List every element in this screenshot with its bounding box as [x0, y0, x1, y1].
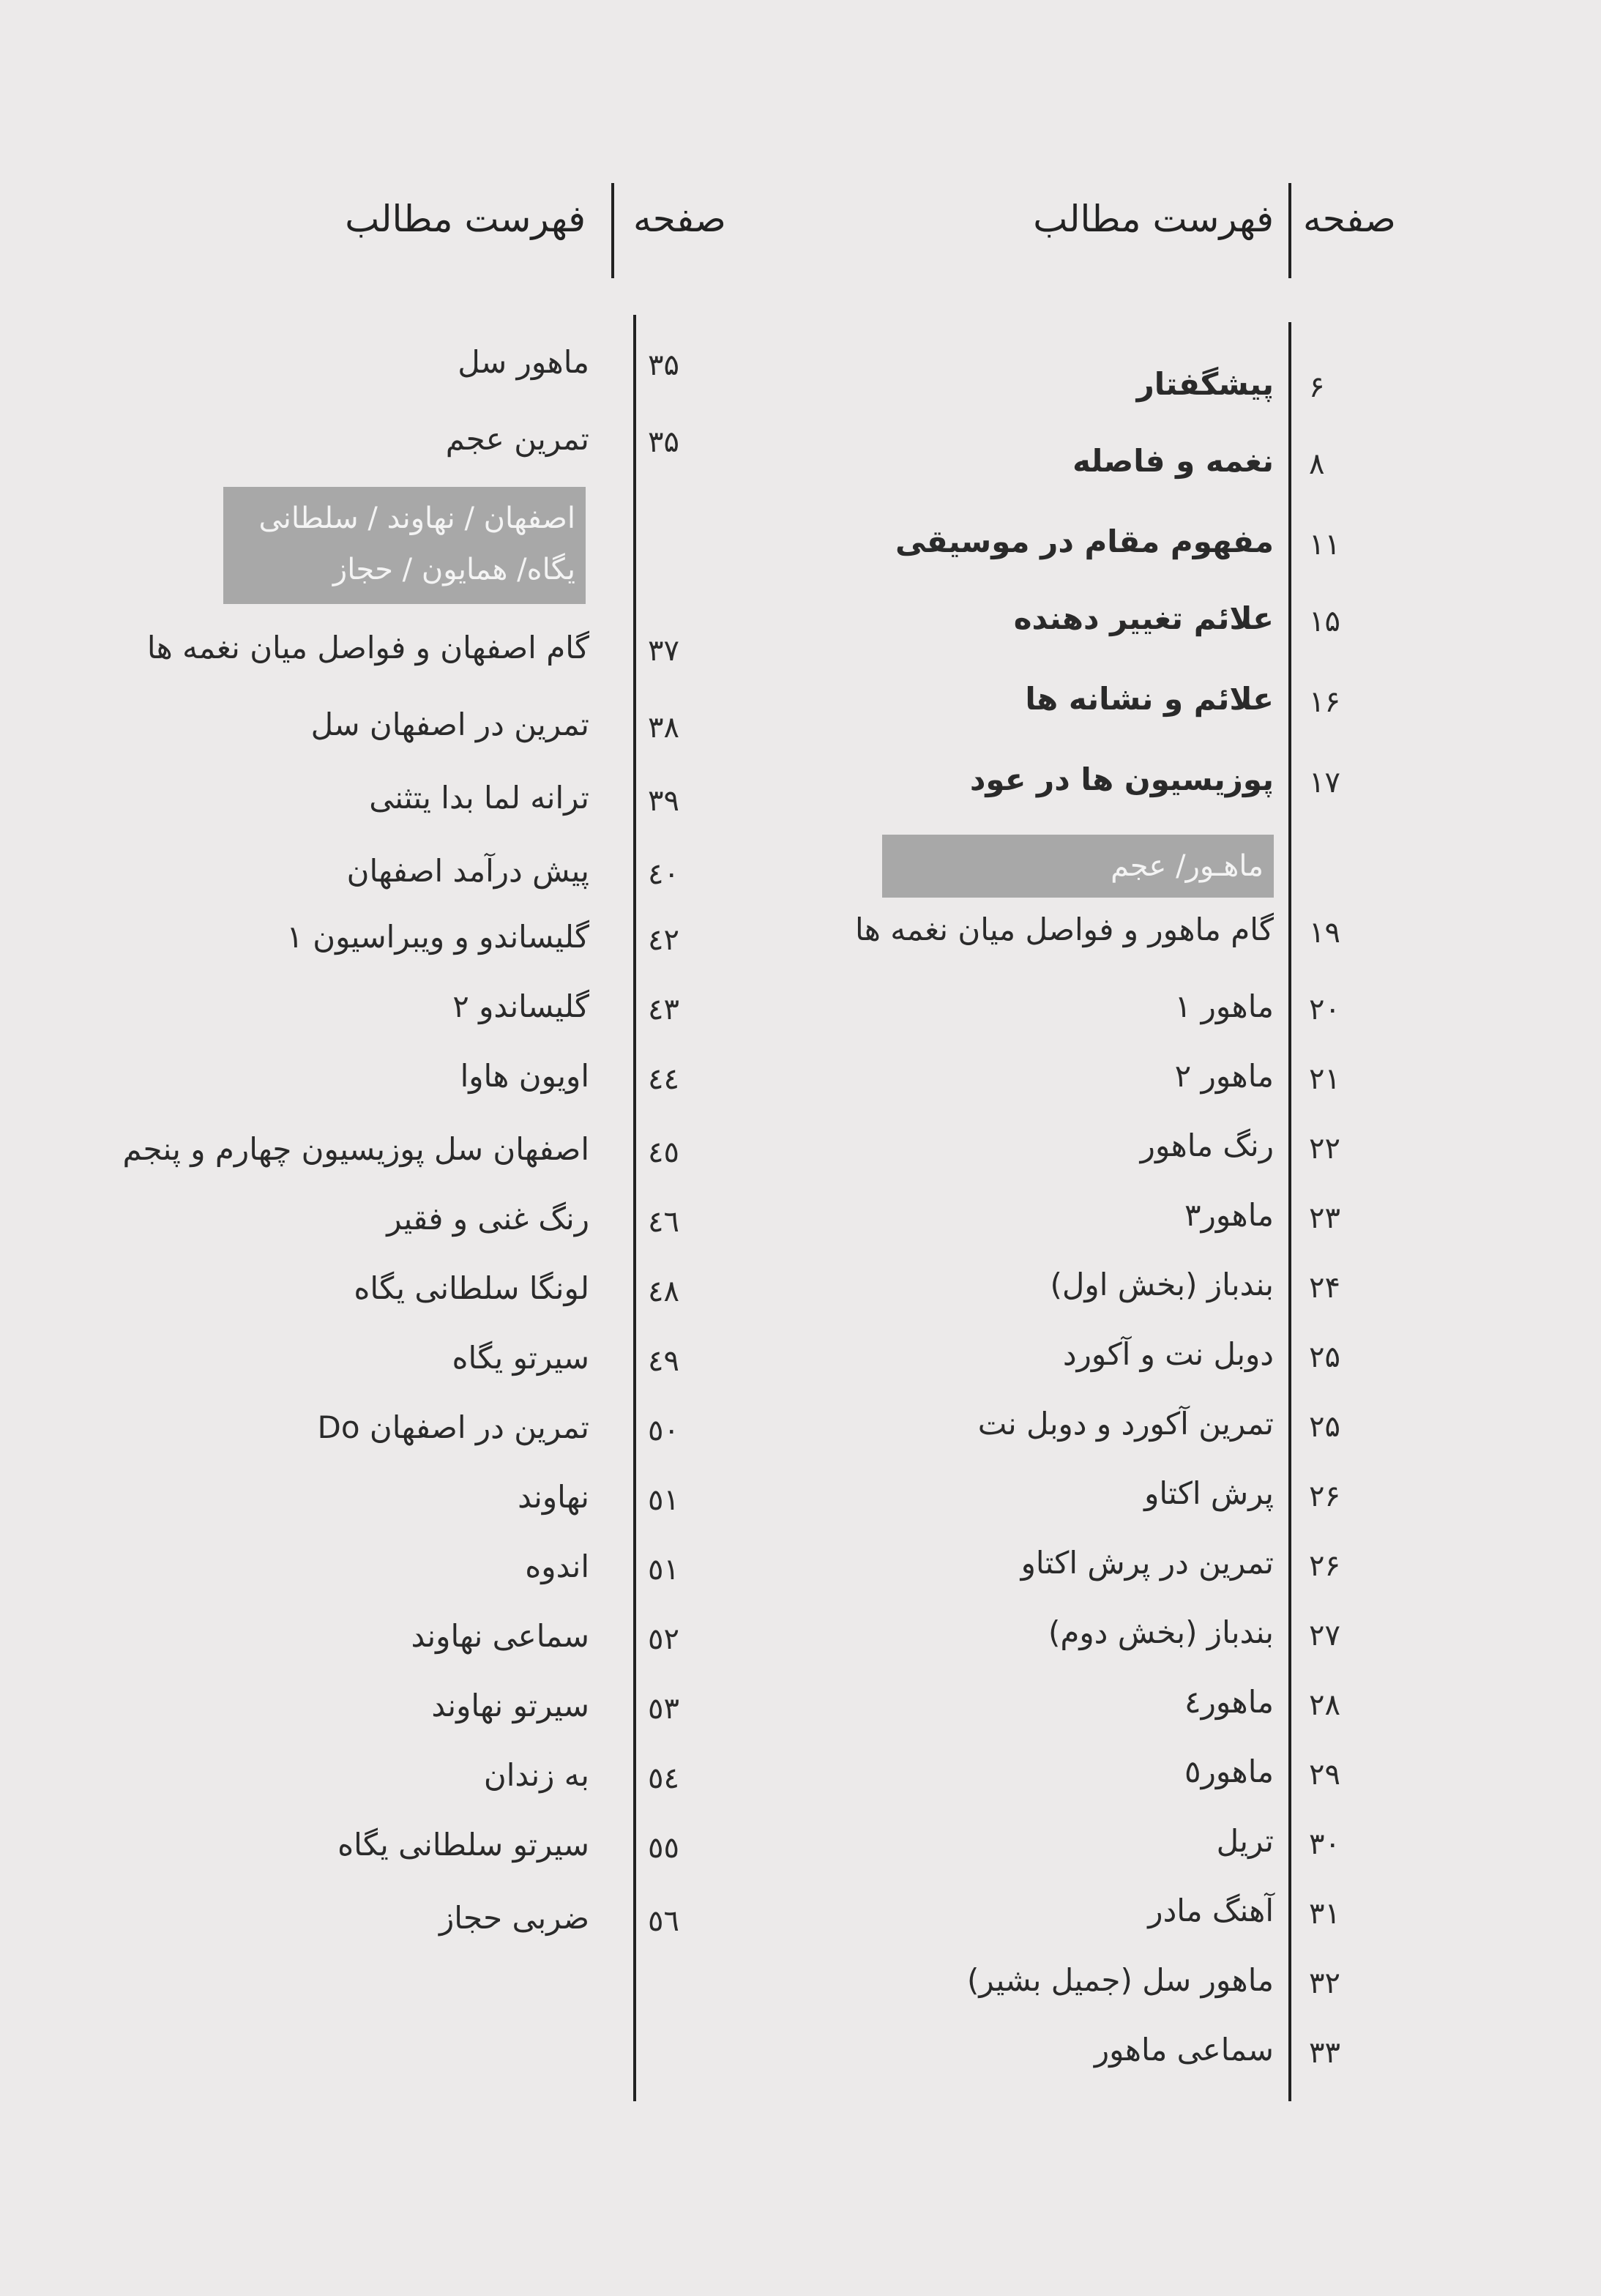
toc-entry	[110, 1479, 769, 1530]
toc-entry-page: ۳۰	[1309, 1827, 1340, 1861]
toc-entry-title: مفهوم مقام در موسیقی	[895, 523, 1274, 559]
toc-entry	[842, 1962, 1413, 2013]
toc-entry	[842, 1406, 1413, 1457]
section-banner-mahour-ajam	[882, 835, 1274, 898]
toc-entry-page: ۲۹	[1309, 1758, 1340, 1792]
toc-entry-page: ٤٨	[648, 1275, 679, 1308]
toc-entry-page: ٥٥	[648, 1831, 679, 1865]
toc-entry-page: ۲۶	[1309, 1549, 1340, 1583]
section-banner-isfahan-nahavand	[223, 487, 586, 604]
toc-entry-title: ماهور٥	[1184, 1753, 1274, 1789]
toc-entry	[842, 1197, 1413, 1248]
toc-entry-title: سیرتو سلطانی یگاه	[337, 1827, 589, 1863]
toc-entry-page: ۲۰	[1309, 993, 1340, 1026]
toc-entry	[110, 1757, 769, 1808]
toc-header	[842, 183, 1413, 278]
toc-entry	[110, 853, 769, 904]
toc-entry	[110, 1900, 769, 1951]
toc-entry	[110, 1201, 769, 1252]
toc-entry-page: ٤٤	[648, 1062, 679, 1096]
toc-entry	[110, 780, 769, 831]
toc-entry	[842, 1128, 1413, 1179]
toc-entry	[842, 1267, 1413, 1318]
toc-entry-page: ۱۹	[1309, 916, 1340, 950]
toc-entry-title: گام اصفهان و فواصل میان نغمه ها	[146, 630, 589, 666]
toc-entry-page: ۲۶	[1309, 1480, 1340, 1513]
toc-entry-page: ۲۱	[1309, 1062, 1340, 1096]
toc-entry	[110, 1618, 769, 1669]
toc-entry-page: ٥١	[648, 1483, 679, 1517]
toc-entry	[110, 1548, 769, 1600]
toc-entry-page: ٥٢	[648, 1622, 679, 1656]
toc-entry-title: تمرین در پرش اکتاو	[1020, 1545, 1274, 1581]
toc-entry-title: سیرتو نهاوند	[431, 1688, 589, 1723]
header-divider	[611, 183, 614, 278]
toc-entry-title: ضربی حجاز	[438, 1900, 589, 1936]
toc-entry	[842, 988, 1413, 1040]
toc-entry	[110, 1340, 769, 1391]
toc-entry	[110, 988, 769, 1040]
toc-entry-page: ۳۹	[648, 784, 679, 818]
toc-entry-title: پیشگفتار	[1136, 366, 1274, 402]
toc-entry	[110, 1409, 769, 1461]
toc-entry-title: به زندان	[483, 1757, 589, 1793]
toc-entry-page: ٤٦	[648, 1205, 679, 1239]
toc-entry-title: ماهور ۱	[1174, 988, 1274, 1024]
toc-entry-page: ۱۶	[1309, 685, 1340, 719]
toc-entry	[842, 443, 1413, 494]
toc-entry-title: علائم و نشانه ها	[1025, 681, 1274, 717]
toc-entry	[110, 421, 769, 472]
toc-title: فهرست مطالب	[1033, 198, 1274, 240]
toc-entry	[842, 1336, 1413, 1387]
toc-entry-title: رنگ غنی و فقیر	[387, 1201, 589, 1237]
toc-entry-page: ۸	[1309, 447, 1325, 481]
toc-entry	[842, 2032, 1413, 2083]
page-column-label: صفحه	[633, 198, 726, 240]
toc-entry	[110, 1270, 769, 1322]
toc-entry-page: ۲۷	[1309, 1619, 1340, 1652]
toc-entry	[842, 1893, 1413, 1944]
toc-entry-page: ٤٥	[648, 1136, 679, 1169]
toc-title: فهرست مطالب	[345, 198, 586, 240]
toc-entry-title: گلیساندو ۲	[452, 988, 589, 1024]
toc-entry-page: ۳۲	[1309, 1967, 1340, 2000]
toc-entry-page: ٥٤	[648, 1762, 679, 1795]
toc-entry-title: اصفهان سل پوزیسیون چهارم و پنجم	[122, 1131, 589, 1167]
toc-entry-title: تمرین آکورد و دوبل نت	[977, 1406, 1274, 1442]
toc-entry-page: ۲۵	[1309, 1341, 1340, 1374]
toc-entry	[110, 919, 769, 970]
toc-entry	[842, 912, 1413, 963]
toc-entry-page: ٥٠	[648, 1414, 679, 1447]
toc-entry-page: ٤٣	[648, 993, 679, 1026]
toc-entry	[842, 1753, 1413, 1805]
toc-entry-title: ماهور سل	[458, 344, 589, 380]
toc-entry-page: ٥٦	[648, 1904, 679, 1938]
toc-entry-title: پرش اکتاو	[1144, 1475, 1274, 1511]
toc-entry	[110, 1058, 769, 1109]
toc-entry	[842, 523, 1413, 575]
toc-entry-title: گلیساندو و ویبراسیون ۱	[286, 919, 589, 955]
toc-entry	[842, 600, 1413, 652]
toc-entry	[110, 1688, 769, 1739]
toc-entry-page: ۳۵	[648, 348, 679, 382]
toc-entry	[110, 344, 769, 395]
toc-entry	[110, 630, 769, 681]
toc-entry-page: ۱۷	[1309, 766, 1340, 800]
toc-entry-page: ۲۸	[1309, 1688, 1340, 1722]
toc-entry	[110, 707, 769, 758]
toc-entry-title: تمرین در اصفهان Do	[317, 1409, 589, 1445]
page-column-label: صفحه	[1303, 198, 1396, 240]
toc-entry-page: ٤٢	[648, 923, 679, 957]
toc-entry-title: سماعی ماهور	[1094, 2032, 1274, 2068]
toc-entry-title: تریل	[1216, 1823, 1274, 1859]
section-label: ماهـور/ عجم	[1111, 849, 1264, 883]
toc-entry-page: ۲۲	[1309, 1132, 1340, 1166]
toc-entry-page: ۳۵	[648, 425, 679, 459]
section-label-line-2: یگاه/ همایون / حجاز	[332, 553, 575, 586]
toc-entry-title: علائم تغییر دهنده	[1013, 600, 1274, 636]
toc-entry-title: لونگا سلطانی یگاه	[354, 1270, 589, 1306]
toc-header	[110, 183, 769, 278]
toc-entry-title: نهاوند	[518, 1479, 589, 1515]
toc-entry-title: دوبل نت و آکورد	[1062, 1336, 1274, 1372]
toc-entry-title: پیش درآمد اصفهان	[346, 853, 589, 889]
toc-entry	[842, 1614, 1413, 1666]
toc-entry-title: ماهور ۲	[1174, 1058, 1274, 1094]
toc-entry	[842, 1684, 1413, 1735]
toc-entry-page: ۱۵	[1309, 605, 1340, 638]
toc-entry-title: آهنگ مادر	[1148, 1893, 1274, 1928]
toc-entry-title: پوزیسیون ها در عود	[969, 761, 1274, 797]
toc-entry-title: گام ماهور و فواصل میان نغمه ها	[854, 912, 1274, 947]
toc-entry-title: سماعی نهاوند	[411, 1618, 589, 1654]
toc-entry-page: ۶	[1309, 370, 1325, 404]
header-divider	[1288, 183, 1291, 278]
toc-entry-page: ۲۳	[1309, 1201, 1340, 1235]
toc-entry	[842, 1058, 1413, 1109]
toc-entry-title: ماهور۳	[1184, 1197, 1274, 1233]
toc-entry-page: ۳۷	[648, 634, 679, 668]
toc-entry-title: سیرتو یگاه	[452, 1340, 589, 1376]
toc-entry-page: ۱۱	[1309, 528, 1340, 562]
toc-entry-title: رنگ ماهور	[1140, 1128, 1274, 1163]
toc-entry-page: ۲۵	[1309, 1410, 1340, 1444]
toc-entry-page: ٥٣	[648, 1692, 679, 1726]
toc-entry-title: تمرین در اصفهان سل	[310, 707, 589, 742]
toc-entry	[842, 1823, 1413, 1874]
toc-entry	[842, 1545, 1413, 1596]
toc-entry-title: بندباز (بخش اول)	[1050, 1267, 1274, 1302]
toc-entry-title: نغمه و فاصله	[1072, 443, 1274, 479]
toc-entry-page: ۳۸	[648, 711, 679, 745]
toc-entry-page: ٥١	[648, 1553, 679, 1587]
toc-entry-title: ماهور٤	[1184, 1684, 1274, 1720]
section-label-line-1: اصفهان / نهاوند / سلطانی	[258, 502, 575, 535]
toc-entry-page: ۲۴	[1309, 1271, 1340, 1305]
toc-entry-title: اویون هاوا	[460, 1058, 589, 1094]
toc-entry	[842, 1475, 1413, 1527]
toc-entry-page: ۳۳	[1309, 2036, 1340, 2070]
toc-entry	[110, 1827, 769, 1878]
toc-entry-page: ۳۱	[1309, 1897, 1340, 1931]
toc-entry	[110, 1131, 769, 1182]
toc-entry-title: تمرین عجم	[445, 421, 589, 457]
toc-entry-title: بندباز (بخش دوم)	[1048, 1614, 1274, 1650]
toc-entry-title: ماهور سل (جمیل بشیر)	[967, 1962, 1274, 1998]
toc-entry-title: اندوه	[525, 1548, 589, 1584]
toc-entry-page: ٤٠	[648, 857, 679, 891]
toc-entry	[842, 366, 1413, 417]
toc-entry-title: ترانه لما بدا یتثنی	[369, 780, 589, 816]
toc-entry	[842, 761, 1413, 813]
toc-entry	[842, 681, 1413, 732]
toc-entry-page: ٤٩	[648, 1344, 679, 1378]
